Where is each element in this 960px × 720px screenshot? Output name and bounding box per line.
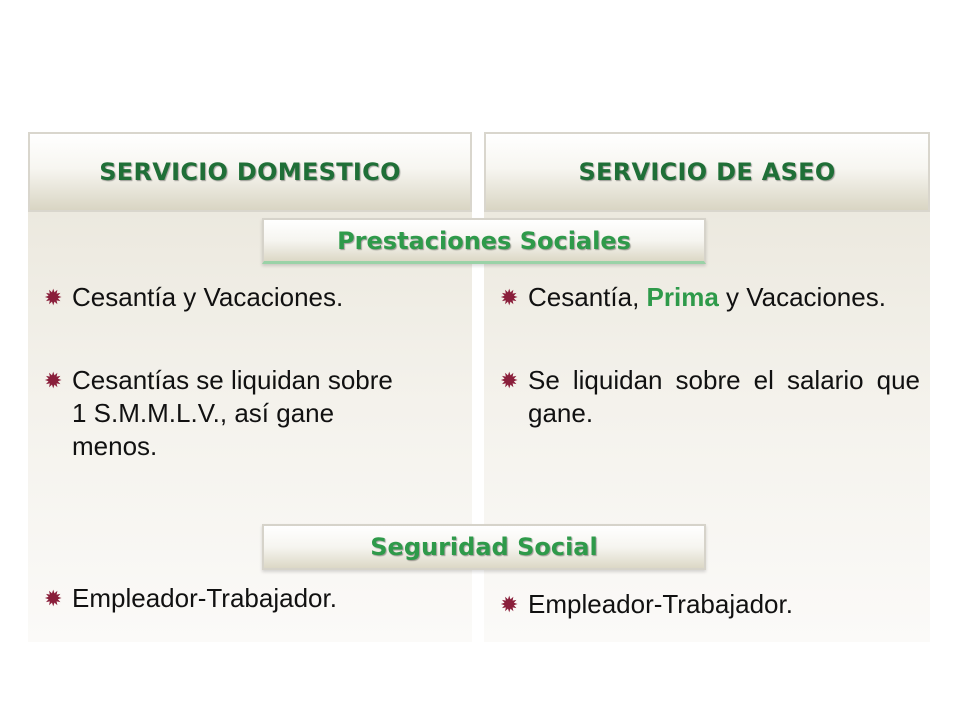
list-item [44,582,452,615]
list-item [500,588,908,621]
list-item [500,281,908,314]
item-text: Cesantía y Vacaciones. [72,282,344,312]
item-highlight-prima: Prima [646,282,719,312]
header-title-right: SERVICIO DE ASEO [578,158,836,186]
bullet-icon: ✹ [500,592,519,617]
section-title-seguridad: Seguridad Social [370,533,598,561]
bullet-icon: ✹ [44,586,63,611]
bullet-icon: ✹ [500,285,519,310]
section-seguridad-social [262,524,706,570]
bullet-icon: ✹ [44,285,63,310]
item-text: Empleador-Trabajador. [528,589,793,619]
header-title-left: SERVICIO DOMESTICO [99,158,401,186]
item-text: Cesantías se liquidan sobre 1 S.M.M.L.V., así gane menos. [72,365,393,461]
item-text: Empleador-Trabajador. [72,583,337,613]
header-servicio-de-aseo [484,132,930,212]
item-text-part: y Vacaciones. [718,282,886,312]
list-item [500,364,920,430]
bullet-icon: ✹ [500,368,519,393]
list-item [44,364,402,463]
bullet-icon: ✹ [44,368,63,393]
section-prestaciones-sociales [262,218,706,264]
item-text: Se liquidan sobre el salario que gane. [528,365,920,428]
section-title-prestaciones: Prestaciones Sociales [337,226,631,255]
item-text-part: Cesantía, [528,282,647,312]
list-item [44,281,452,314]
header-servicio-domestico [28,132,472,212]
